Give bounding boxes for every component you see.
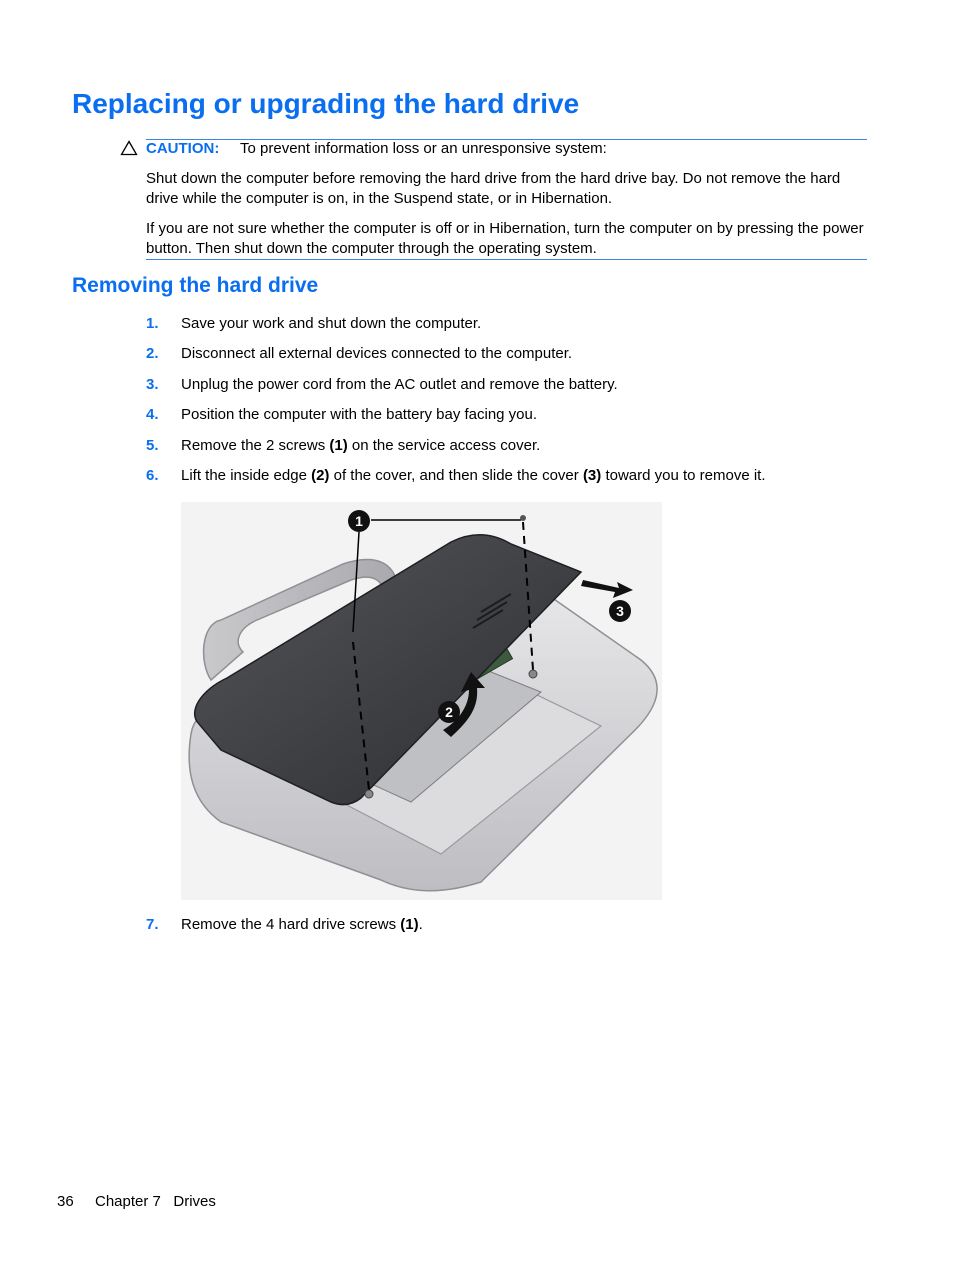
caution-label: CAUTION:	[146, 140, 220, 157]
step-text: Lift the inside edge (2) of the cover, and then slide the cover (3) toward you to remove it.	[181, 467, 766, 484]
caution-paragraph: If you are not sure whether the computer is off or in Hibernation, turn the computer on by pressing the power button. Then shut down the computer through the operating system.	[146, 220, 864, 257]
step-number: 5.	[146, 437, 159, 454]
callout-2: 2	[445, 704, 453, 720]
section-heading: Removing the hard drive	[72, 274, 319, 297]
step-number: 1.	[146, 315, 159, 332]
caution-triangle-icon	[120, 140, 138, 156]
service-cover-illustration	[181, 502, 662, 900]
step-number: 3.	[146, 376, 159, 393]
step-number: 4.	[146, 406, 159, 423]
step-number: 6.	[146, 467, 159, 484]
step-text: Unplug the power cord from the AC outlet and remove the battery.	[181, 376, 618, 393]
step-number: 7.	[146, 916, 159, 933]
step-text: Save your work and shut down the computer.	[181, 315, 482, 332]
step-text: Position the computer with the battery bay facing you.	[181, 406, 538, 423]
page-number: 36	[57, 1193, 74, 1210]
caution-paragraph: Shut down the computer before removing the hard drive from the hard drive bay. Do not remove the hard drive while the computer is on, in the Suspend state, or in Hibernation.	[146, 170, 841, 207]
step-number: 2.	[146, 345, 159, 362]
step-text: Disconnect all external devices connected to the computer.	[181, 345, 573, 362]
step-text: Remove the 4 hard drive screws (1).	[181, 916, 423, 933]
callout-3: 3	[616, 603, 624, 619]
caution-intro: To prevent information loss or an unresponsive system:	[240, 140, 607, 157]
footer-chapter: Chapter 7 Drives	[95, 1193, 216, 1210]
callout-1: 1	[355, 513, 363, 529]
step-text: Remove the 2 screws (1) on the service access cover.	[181, 437, 541, 454]
page-title: Replacing or upgrading the hard drive	[72, 88, 580, 119]
